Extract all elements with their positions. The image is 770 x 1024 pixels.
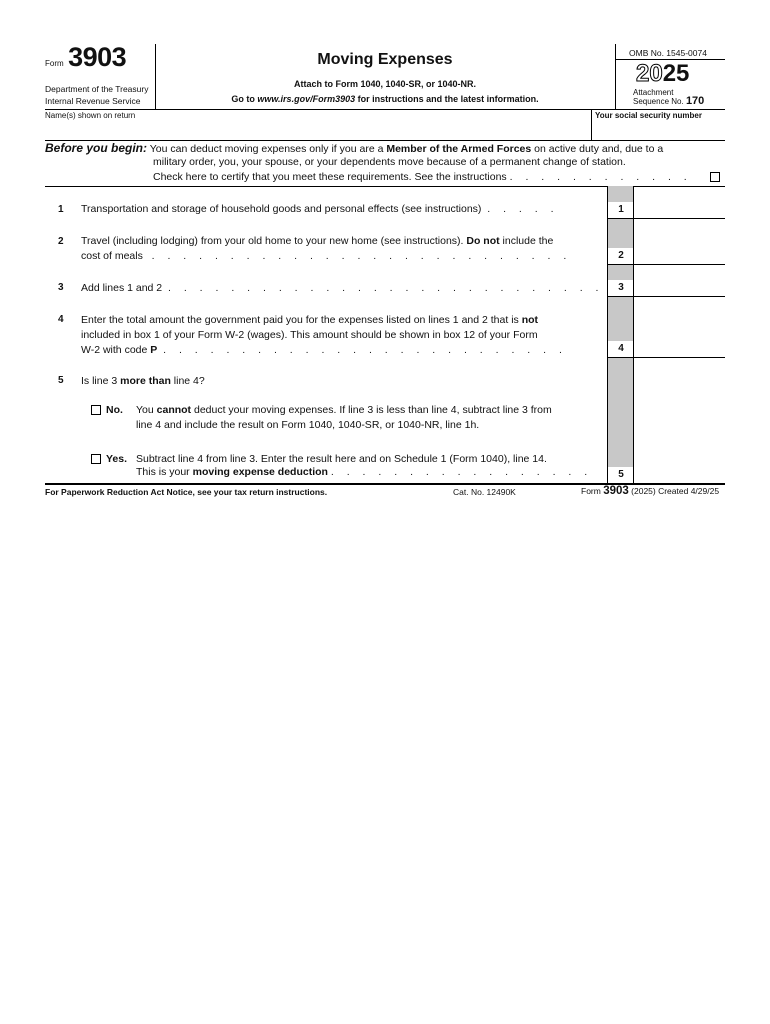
form-number-block xyxy=(45,42,126,73)
goto-url: www.irs.gov/Form3903 xyxy=(257,94,356,104)
line1-text: Transportation and storage of household goods and personal effects (see instructions) . . . . . xyxy=(81,203,559,215)
ssn-label: Your social security number xyxy=(595,111,702,120)
omb-number: OMB No. 1545-0074 xyxy=(629,48,707,58)
yes-checkbox[interactable] xyxy=(91,454,101,464)
ssn-field[interactable] xyxy=(595,121,723,137)
tax-year: 2025 xyxy=(636,60,690,87)
line4-number: 4 xyxy=(58,314,64,325)
dept-line2: Internal Revenue Service xyxy=(45,96,141,106)
box-label-5: 5 xyxy=(618,469,624,480)
sequence-block: Sequence No. 170 xyxy=(633,95,705,107)
before-line1: Before you begin: You can deduct moving expenses only if you are a Member of the Armed Forces on active duty and, due to a xyxy=(45,141,664,155)
goto-line: Go to www.irs.gov/Form3903 for instructions and the latest information. xyxy=(231,94,539,104)
attach-line: Attach to Form 1040, 1040-SR, or 1040-NR. xyxy=(293,79,477,89)
line2-text-b: cost of meals . . . . . . . . . . . . . . . . . . . . . . . . . . . xyxy=(81,250,572,262)
line3-amount-field[interactable] xyxy=(635,280,724,295)
form-title: Moving Expenses xyxy=(317,51,453,68)
names-field[interactable] xyxy=(45,121,590,137)
no-label: No. xyxy=(106,404,123,416)
yes-text-a: Subtract line 4 from line 3. Enter the result here and on Schedule 1 (Form 1040), line 14. xyxy=(136,453,547,465)
line4-text-b: included in box 1 of your Form W-2 (wages). This amount should be shown in box 12 of your Form xyxy=(81,329,538,341)
line1-number: 1 xyxy=(58,204,64,215)
line3-text: Add lines 1 and 2 . . . . . . . . . . . . . . . . . . . . . . . . . . . . xyxy=(81,282,604,294)
yes-text-b: This is your moving expense deduction . . . . . . . . . . . . . . . . . xyxy=(136,466,593,478)
line5-number: 5 xyxy=(58,375,64,386)
footer-form-id: Form 3903 (2025) Created 4/29/25 xyxy=(581,485,720,497)
form-number: 3903 xyxy=(68,42,127,72)
certify-checkbox[interactable] xyxy=(710,172,720,182)
line4-text-c: W-2 with code P . . . . . . . . . . . . . . . . . . . . . . . . . . xyxy=(81,344,567,356)
box-label-4: 4 xyxy=(618,343,624,354)
no-text-b: line 4 and include the result on Form 1040, 1040-SR, or 1040-NR, line 1h. xyxy=(136,419,480,431)
line5-question: Is line 3 more than line 4? xyxy=(81,375,205,387)
box-label-2: 2 xyxy=(618,250,624,261)
before-heading: Before you begin: xyxy=(45,141,148,155)
names-label: Name(s) shown on return xyxy=(45,111,136,120)
box-label-3: 3 xyxy=(618,282,624,293)
yes-label: Yes. xyxy=(106,453,128,465)
line1-amount-field[interactable] xyxy=(635,202,724,217)
no-text-a: You cannot deduct your moving expenses. If line 3 is less than line 4, subtract line 3 from xyxy=(136,404,552,416)
shaded-column xyxy=(608,186,633,483)
line4-text-a: Enter the total amount the government paid you for the expenses listed on lines 1 and 2 that is not xyxy=(81,314,539,326)
before-line3: Check here to certify that you meet these requirements. See the instructions . . . . . . . . . . . . xyxy=(153,171,692,183)
line5-amount-field[interactable] xyxy=(635,467,724,482)
sequence-number: 170 xyxy=(685,95,705,107)
line3-number: 3 xyxy=(58,282,64,293)
line2-number: 2 xyxy=(58,236,64,247)
line2-amount-field[interactable] xyxy=(635,248,724,263)
line2-text-a: Travel (including lodging) from your old home to your new home (see instructions). Do not include the xyxy=(81,235,554,247)
paperwork-notice: For Paperwork Reduction Act Notice, see your tax return instructions. xyxy=(45,487,328,497)
line4-amount-field[interactable] xyxy=(635,341,724,356)
form-word: Form xyxy=(45,59,64,68)
dept-line1: Department of the Treasury xyxy=(45,84,149,94)
attachment-label: Attachment xyxy=(633,88,674,97)
cat-number: Cat. No. 12490K xyxy=(453,487,516,497)
before-line2: military order, you, your spouse, or your dependents move because of a permanent change of station. xyxy=(153,156,626,168)
no-checkbox[interactable] xyxy=(91,405,101,415)
box-label-1: 1 xyxy=(618,204,624,215)
